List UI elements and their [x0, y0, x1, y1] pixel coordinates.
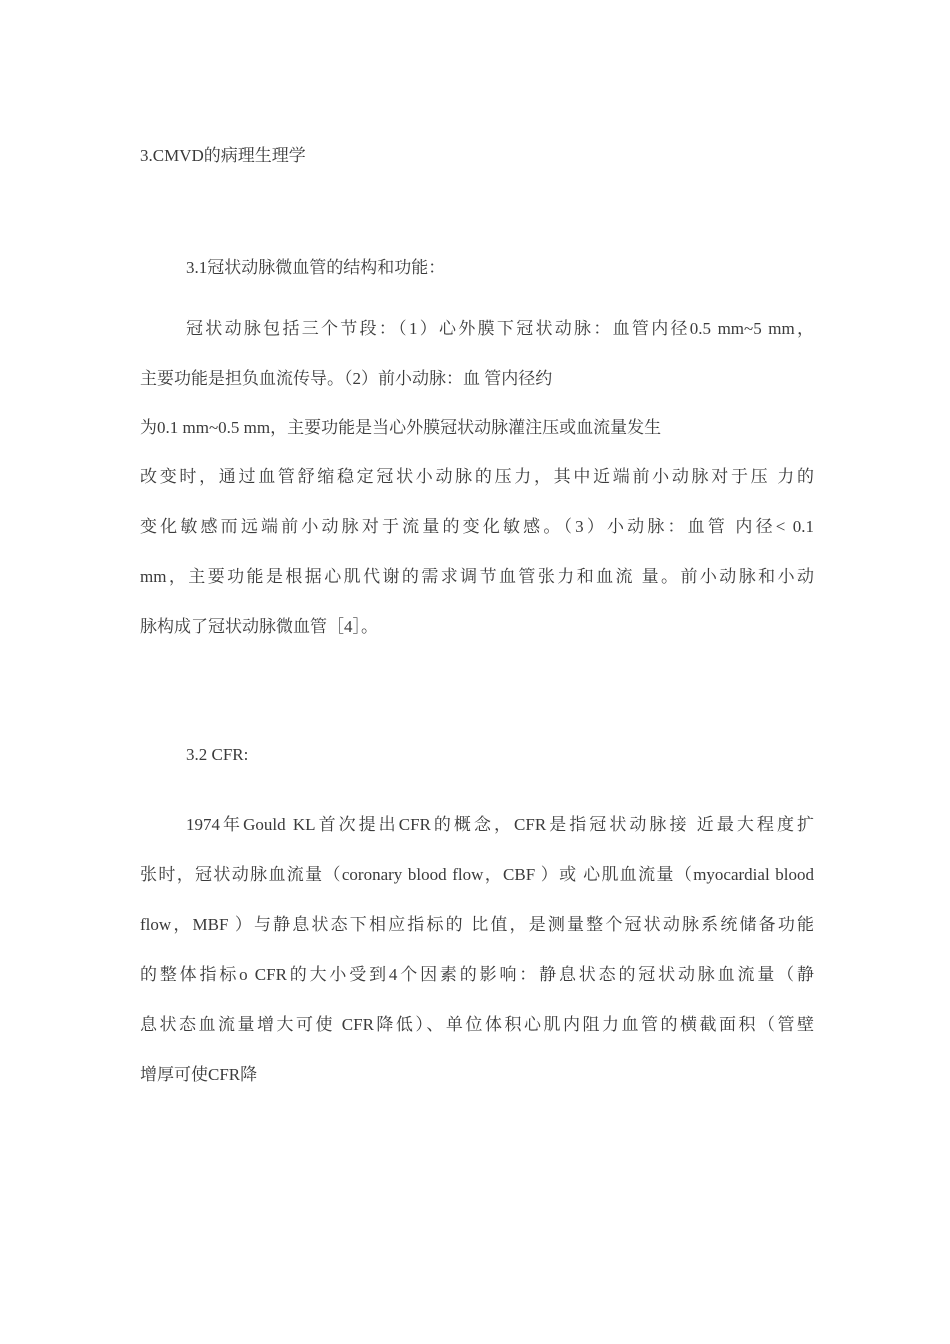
section-3-1-line-2: 主要功能是担负血流传导。（2）前小动脉：血 管内径约 [140, 369, 553, 388]
section-3-1-heading: 3.1冠状动脉微血管的结构和功能： [186, 258, 446, 277]
section-3-2-line-2: 张时，冠状动脉血流量（coronary blood flow，CBF ）或 心肌血流量（myocardial blood [140, 865, 814, 884]
section-3-heading: 3.CMVD的病理生理学 [140, 146, 306, 165]
section-3-1-line-3: 为0.1 mm~0.5 mm，主要功能是当心外膜冠状动脉灌注压或血流量发生 [140, 418, 662, 437]
section-3-1-line-7: 脉构成了冠状动脉微血管［4］。 [140, 617, 378, 636]
section-3-2-heading: 3.2 CFR: [186, 745, 249, 764]
section-3-2-line-5: 息状态血流量增大可使 CFR降低）、单位体积心肌内阻力血管的横截面积（管壁 [140, 1015, 814, 1034]
section-3-2-line-4: 的整体指标o CFR的大小受到4个因素的影响：静息状态的冠状动脉血流量（静 [140, 965, 814, 984]
section-3-2-line-1: 1974年Gould KL首次提出CFR的概念，CFR是指冠状动脉接 近最大程度扩 [186, 815, 814, 834]
section-3-1-line-1: 冠状动脉包括三个节段：（1）心外膜下冠状动脉：血管内径0.5 mm~5 mm， [186, 319, 814, 338]
section-3-2-line-3: flow，MBF ）与静息状态下相应指标的 比值，是测量整个冠状动脉系统储备功能 [140, 915, 814, 934]
section-3-2-line-6: 增厚可使CFR降 [140, 1065, 258, 1084]
section-3-1-line-5: 变化敏感而远端前小动脉对于流量的变化敏感。（3）小动脉：血管 内径< 0.1 [140, 517, 814, 536]
section-3-1-line-4: 改变时，通过血管舒缩稳定冠状小动脉的压力，其中近端前小动脉对于压 力的 [140, 467, 814, 486]
section-3-1-line-6: mm，主要功能是根据心肌代谢的需求调节血管张力和血流 量。前小动脉和小动 [140, 567, 814, 586]
